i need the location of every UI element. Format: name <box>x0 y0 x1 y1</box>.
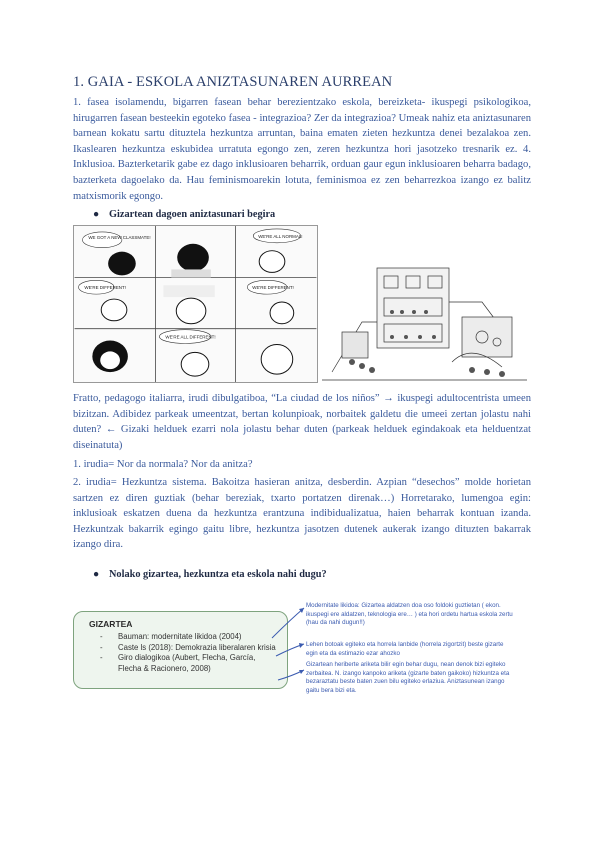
diagram-note-liquid-modernity: Modernitate likidoa: Gizartea aldatzen doa oso foldoki guztietan ( ekon. ikuspegi ere aldatzen, teknologia ere… ) eta hori ordetu hartua eskola zertu (hau da nahi dugun!!) <box>306 602 513 627</box>
comic-label-5: WE'RE ALL DIFFERENT! <box>165 334 216 340</box>
diagram-arrows <box>270 600 310 690</box>
mafalda-comic-image <box>73 225 318 383</box>
diagram-item-bauman: - Bauman: modernitate likidoa (2004) <box>108 632 278 643</box>
diagram-title: GIZARTEA <box>89 619 133 629</box>
page-title: 1. GAIA - ESKOLA ANIZTASUNAREN AURREAN <box>73 74 393 90</box>
comic-label-1: WE GOT A NEW CLASSMATE! <box>88 234 151 240</box>
comic-label-3: WE'RE DIFFERENT! <box>84 285 126 291</box>
bullet-text: Gizartean dagoen aniztasunari begira <box>109 209 276 220</box>
comic-label-4: WE'RE DIFFERENT! <box>252 285 294 291</box>
bullet-dot-icon: ● <box>93 569 100 580</box>
bullet-text: Nolako gizartea, hezkuntza eta eskola nahi dugu? <box>109 569 327 580</box>
city-machine-illustration <box>322 262 527 383</box>
bullet-what-society <box>93 569 327 580</box>
paragraph-image2: 2. irudia= Hezkuntza sistema. Bakoitza hasieran anitza, desberdin. Azpian “desechos” molde horietan sartzen ez diren guztiak (behar bereziak, txarto portatzen direnak…) Horretarako, lumengoa egin: inklusioak eskatzen duena da hezkuntza erantzuna indibidualizatua, haien beharrak kontuan izanda. Hezkuntzak bakarrik egingo gaitu libre, hezkuntza jasotzen dutenek aukerak izango dituzten bakarrak izango dira. <box>73 477 531 551</box>
diagram-note-voting: Lehen botoak egiteko eta horrela lanbide (horrela zigortzit) beste gizarte egin eta da estimazio ezar ahozko <box>306 641 504 657</box>
diagram-note-dialogic: Gizartean heriberte ariketa bilir egin behar dugu, nean denok bizi egiteko zerbaitea. N. izango kanpoko ariketa (gizarte baten gaikoko) hizkuntza eta bezaraztatu beste baten zuen bilu egiteko erlaziua. Aniztasunean izango gaitu bera bizi eta. <box>306 661 510 694</box>
paragraph-image1: 1. irudia= Nor da normala? Nor da anitza? <box>73 459 253 470</box>
diagram-item-dialogic: - Giro dialogikoa (Aubert, Flecha, García, Flecha & Racionero, 2008) <box>108 653 278 674</box>
diagram-list <box>108 632 278 674</box>
comic-label-2: WE'RE ALL NORMAL! <box>258 233 303 239</box>
diagram-item-castells: - Caste ls (2018): Demokrazia liberalaren krisia <box>108 643 278 654</box>
paragraph-fratto: Fratto, pedagogo italiarra, irudi dibulgatiboa, “La ciudad de los niños” → ikuspegi adultocentrista umeen bizitzan. Adibidez parkeak umeentzat, bertan kolunpioak, norbaitek galdetu die umeei zertan jolastu nahi duten? ← Gizaki helduek ezarri nola jolastu behar duten (parkeak helduek egindakoak eta helduentzat diseinatuta) <box>73 393 531 451</box>
paragraph-phases: 1. fasea isolamendu, bigarren fasean behar berezientzako eskola, bereizketa- ikuspegi psikologikoa, hirugarren fasean besteekin egoteko fasea - integrazioa? Zer da integrazioa? Umeak nahiz eta aniztasunaren barnean kokatu sartu dituztela hezkuntza arruntan, baina ematen zieten hezkuntza denei bezalakoa zen. Ikaslearen hezkuntza eskubidea urratuta egongo zen, zeren hezkuntza hori jasotzeko tresnarik ez. 4. Inklusioa. Bazterketarik gabe ez dago inklusioaren beharrik, orduan gaur egun inklusioaren beharra badago, bazterketa dagoelako da. Hau feminismoarekin lotuta, feminismoa ez zen beharrezkoa izango ez balitz matxismorik egongo. <box>73 97 531 202</box>
bullet-dot-icon: ● <box>93 209 100 220</box>
bullet-society-diversity <box>93 209 275 220</box>
